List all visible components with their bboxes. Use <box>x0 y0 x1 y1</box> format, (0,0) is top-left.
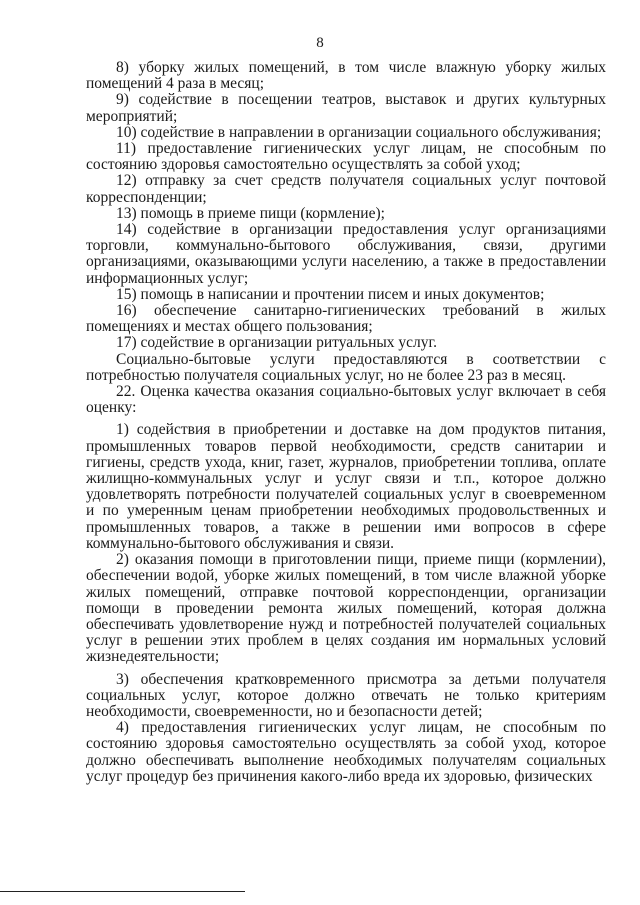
page-number: 8 <box>316 35 324 51</box>
paragraph: 9) содействие в посещении театров, выставок и других культурных мероприятий; <box>86 91 606 125</box>
document-body <box>86 60 606 785</box>
paragraph: 13) помощь в приеме пищи (кормление); <box>116 204 385 222</box>
paragraph: 15) помощь в написании и прочтении писем и иных документов; <box>116 285 545 303</box>
paragraph: Социально-бытовые услуги предоставляются в соответствии с потребностью получателя социальных услуг, но не более 23 раз в месяц. <box>86 350 606 384</box>
paragraph: 17) содействие в организации ритуальных услуг. <box>116 334 437 352</box>
paragraph: 1) содействия в приобретении и доставке на дом продуктов питания, промышленных товаров первой необходимости, средств санитарии и гигиены, средств ухода, книг, газет, журналов, приобретении топлива, оплате жилищно-коммунальных услуг и услуг связи и т.п., которое должно удовлетворять потребности получателей социальных услуг в своевременном и по умеренным ценам приобретении необходимых продовольственных и промышленных товаров, а также в решении ими вопросов в сфере коммунально-бытового обслуживания и связи. <box>86 421 606 552</box>
paragraph: 14) содействие в организации предоставления услуг организациями торговли, коммунально-бытового обслуживания, связи, другими организациями, оказывающими услуги населению, а также в предоставлении информационных услуг; <box>86 221 606 287</box>
paragraph: 11) предоставление гигиенических услуг лицам, не способным по состоянию здоровья самостоятельно осуществлять за собой уход; <box>86 140 606 174</box>
paragraph: 10) содействие в направлении в организации социального обслуживания; <box>116 123 602 141</box>
section-heading: 22. Оценка качества оказания социально-бытовых услуг включает в себя оценку: <box>86 383 606 417</box>
paragraph: 12) отправку за счет средств получателя социальных услуг почтовой корреспонденции; <box>86 172 606 206</box>
paragraph: 2) оказания помощи в приготовлении пищи, приеме пищи (кормлении), обеспечении водой, уборке жилых помещений, в том числе влажной уборке жилых помещений, отправке почтовой корреспонденции, организации помощи в проведении ремонта жилых помещений, которая должна обеспечивать удовлетворение нужд и потребностей получателей социальных услуг в решении этих проблем в целях создания им нормальных условий жизнедеятельности; <box>86 551 606 666</box>
paragraph: 4) предоставления гигиенических услуг лицам, не способным по состоянию здоровья самостоятельно осуществлять за собой уход, которое должно обеспечивать выполнение необходимых получателям социальных услуг процедур без причинения какого-либо вреда их здоровью, физических <box>86 719 606 785</box>
paragraph: 3) обеспечения кратковременного присмотра за детьми получателя социальных услуг, которое должно отвечать не только критериям необходимости, своевременности, но и безопасности детей; <box>86 670 606 720</box>
paragraph: 16) обеспечение санитарно-гигиенических требований в жилых помещениях и местах общего пользования; <box>86 302 606 336</box>
paragraph: 8) уборку жилых помещений, в том числе влажную уборку жилых помещений 4 раза в месяц; <box>86 59 606 93</box>
footer-divider <box>0 891 245 892</box>
